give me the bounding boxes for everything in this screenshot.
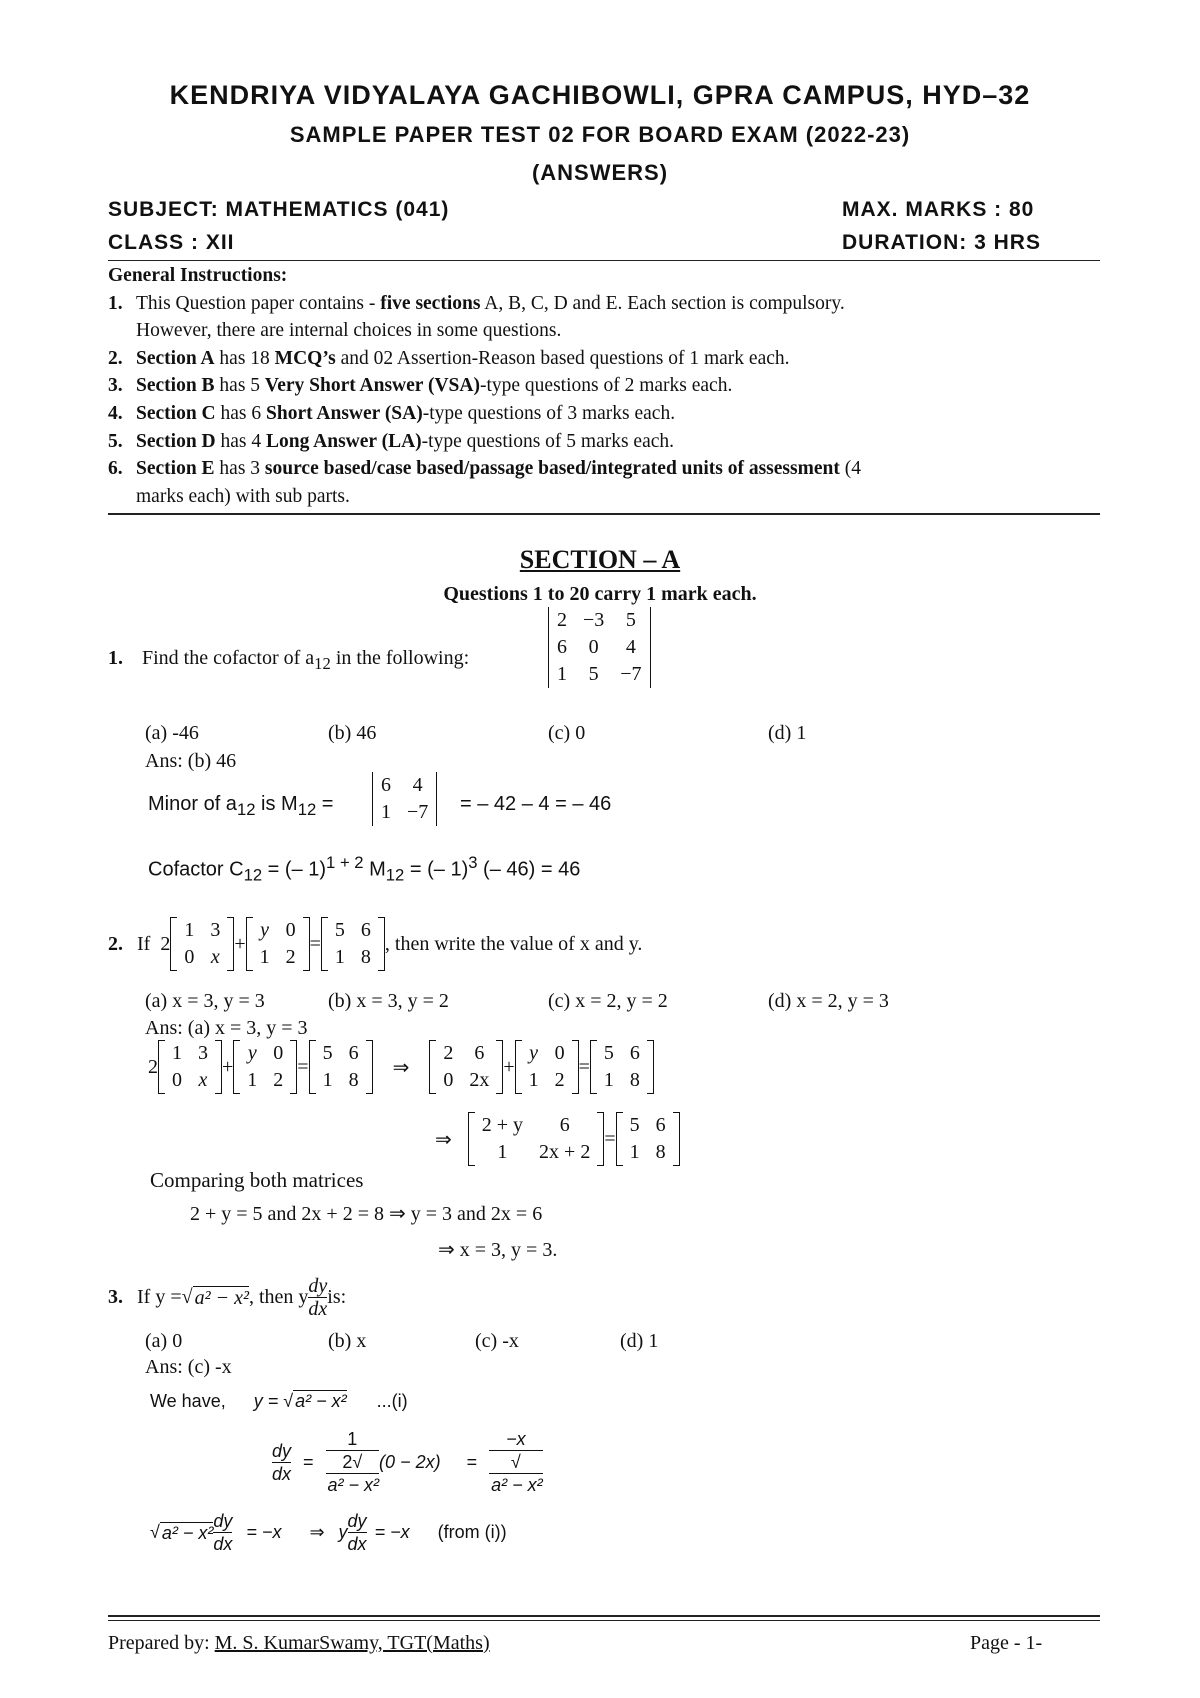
question-number: 2. [108, 932, 123, 955]
instruction-item: 6. Section E has 3 source based/case based/passage based/integrated units of assessment (4 [108, 458, 861, 480]
section-title: SECTION – A [519, 545, 681, 574]
q3-option-b: (b) x [328, 1330, 367, 1352]
q3-answer: Ans: (c) -x [145, 1356, 232, 1378]
q3-result: √ a² − x² $\frac{dy}{dx}$ = −x ⇒ y $\frac{dy}{dx}$ = −x (from (i)) [150, 1511, 507, 1554]
school-title: KENDRIYA VIDYALAYA GACHIBOWLI, GPRA CAMPUS, HYD–32 [169, 80, 1031, 110]
subject-label: SUBJECT: MATHEMATICS (041) [108, 198, 450, 221]
answers-title: (ANSWERS) [531, 160, 669, 185]
section-subtitle: Questions 1 to 20 carry 1 mark each. [443, 583, 757, 605]
max-marks-label: MAX. MARKS : 80 [842, 198, 1035, 221]
instruction-item: 5. Section D has 4 Long Answer (LA)-type questions of 5 marks each. [108, 430, 675, 452]
instruction-continuation: marks each) with sub parts. [136, 485, 350, 507]
q1-option-a: (a) -46 [145, 722, 199, 744]
q1-cofactor: Cofactor $C_{12}$ = (– 1)$^{1 + 2}$ $M_{12}$ = (– 1)$^3$ (– 46) = 46 [148, 853, 581, 885]
question-1: 1. Find the cofactor of $a_{12}$ in the following: [108, 647, 470, 673]
instruction-item: 4. Section C has 6 Short Answer (SA)-type questions of 3 marks each. [108, 402, 676, 424]
q2-option-d: (d) x = 2, y = 3 [768, 990, 889, 1012]
q1-option-b: (b) 46 [328, 722, 377, 744]
instruction-item: 3. Section B has 5 Very Short Answer (VSA)-type questions of 2 marks each. [108, 375, 733, 397]
instructions-divider [108, 513, 1100, 515]
general-instructions [108, 262, 1100, 510]
instruction-continuation: However, there are internal choices in some questions. [136, 320, 562, 342]
question-number: 3. [108, 1286, 123, 1308]
q1-option-d: (d) 1 [768, 722, 807, 744]
q1-minor-determinant: 6 4 1 −7 [372, 772, 437, 826]
question-number: 1. [108, 647, 123, 669]
q3-option-c: (c) -x [475, 1330, 519, 1352]
q1-answer: Ans: (b) 46 [145, 750, 237, 772]
question-3: 3. If y = √ a² − x² , then y $\frac{dy}{dx}$ is: [108, 1275, 347, 1320]
q2-option-b: (b) x = 3, y = 2 [328, 990, 449, 1012]
class-label: CLASS : XII [108, 231, 235, 254]
footer-author: M. S. KumarSwamy, TGT(Maths) [214, 1632, 490, 1654]
q2-step-1: 2 1 3 0 x + y 0 1 2 = 5 6 1 8 ⇒ 2 6 0 2x + y 0 1 2 = 5 6 1 8 [148, 1040, 654, 1094]
footer-divider [108, 1615, 1100, 1617]
q2-step-2: ⇒ 2 + y 6 1 2x + 2 = 5 6 1 8 [435, 1112, 680, 1166]
instructions-title: General Instructions: [108, 265, 288, 286]
q3-option-d: (d) 1 [620, 1330, 659, 1352]
footer-divider-thin [108, 1620, 1100, 1621]
q1-determinant: 2 −3 5 6 0 4 1 5 −7 [548, 607, 651, 688]
question-2: 2. If 2 1 3 0 x + y 0 1 2 = 5 6 1 8 , then write the value of x and y. [108, 917, 642, 971]
q2-answer: Ans: (a) x = 3, y = 3 [145, 1017, 308, 1039]
q1-option-c: (c) 0 [548, 722, 586, 744]
q2-equation-1: 2 + y = 5 and 2x + 2 = 8 ⇒ y = 3 and 2x = 6 [190, 1203, 543, 1225]
footer-prepared: Prepared by: M. S. KumarSwamy, TGT(Maths) [108, 1632, 490, 1654]
instruction-item: 1. This Question paper contains - five sections A, B, C, D and E. Each section is compulsory. [108, 292, 845, 314]
matrix-c: 5 6 1 8 [321, 917, 385, 971]
footer-page-number: Page - 1- [970, 1632, 1043, 1654]
q2-option-c: (c) x = 2, y = 2 [548, 990, 668, 1012]
q2-option-a: (a) x = 3, y = 3 [145, 990, 265, 1012]
duration-label: DURATION: 3 HRS [842, 231, 1041, 254]
header-divider [108, 260, 1100, 261]
q3-option-a: (a) 0 [145, 1330, 183, 1352]
q2-equation-2: ⇒ x = 3, y = 3. [438, 1239, 558, 1261]
q3-derivative: $\frac{dy}{dx}$ = 1 2√ a² − x² (0 − 2x) = −x √ a² − x² [272, 1429, 543, 1495]
q3-we-have: We have, y = √ a² − x² ...(i) [150, 1390, 408, 1411]
matrix-b: y 0 1 2 [246, 917, 310, 971]
instruction-item: 2. Section A has 18 MCQ’s and 02 Assertion-Reason based questions of 1 mark each. [108, 347, 790, 369]
q1-minor: Minor of $a_{12}$ is $M_{12}$ = [148, 793, 334, 819]
matrix-a: 1 3 0 x [170, 917, 234, 971]
q1-minor-result: = – 42 – 4 = – 46 [460, 793, 612, 815]
test-title: SAMPLE PAPER TEST 02 FOR BOARD EXAM (2022-23) [289, 122, 911, 147]
q2-comparing: Comparing both matrices [150, 1168, 364, 1192]
